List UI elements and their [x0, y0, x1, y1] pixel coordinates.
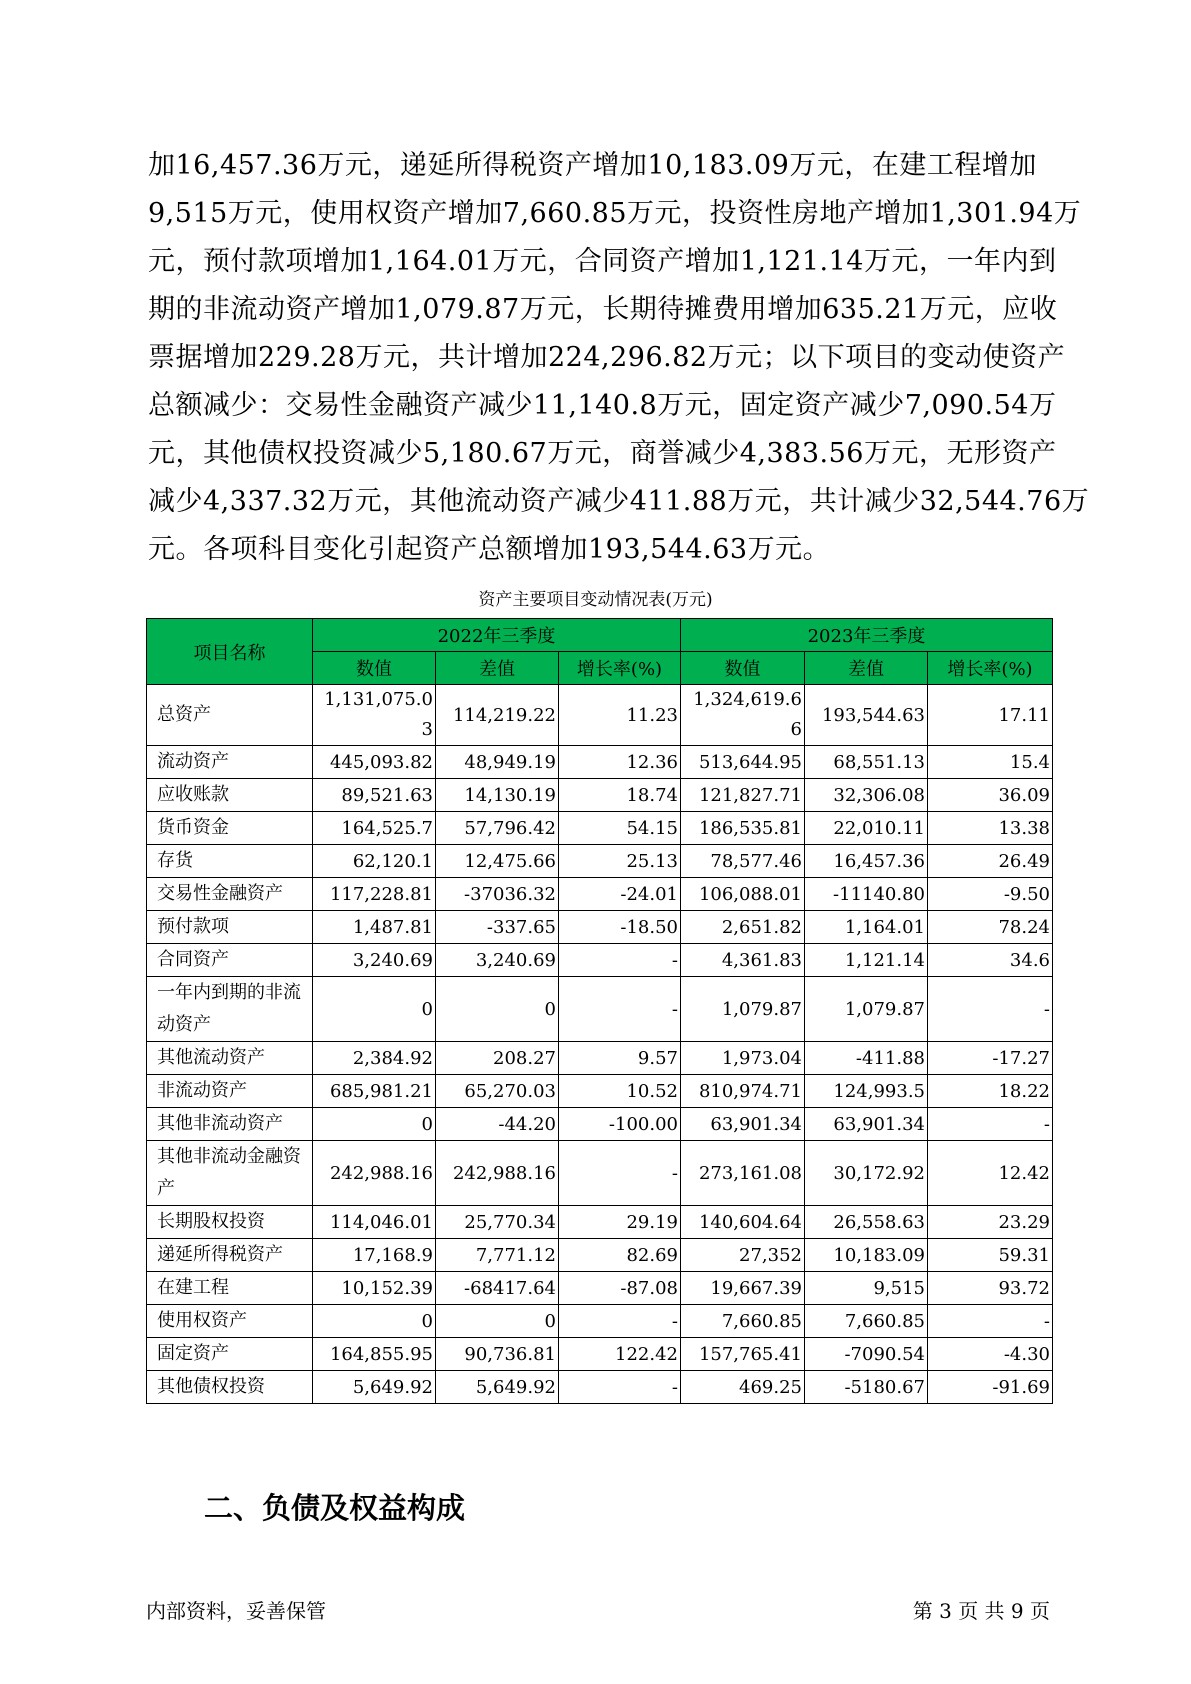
- cell-growth-2023: 78.24: [928, 911, 1053, 944]
- cell-growth-2023: 17.11: [928, 685, 1053, 746]
- cell-value-2023: 273,161.08: [681, 1141, 805, 1206]
- cell-value-2023: 7,660.85: [681, 1305, 805, 1338]
- cell-diff-2023: 16,457.36: [805, 845, 928, 878]
- cell-growth-2022: 18.74: [559, 779, 681, 812]
- cell-diff-2022: -37036.32: [436, 878, 559, 911]
- section-heading: 二、负债及权益构成: [204, 1491, 466, 1525]
- paragraph-line: 加16,457.36万元，递延所得税资产增加10,183.09万元，在建工程增加: [148, 150, 1037, 181]
- table-row: [147, 1108, 1053, 1141]
- cell-value-2023: 513,644.95: [681, 746, 805, 779]
- cell-growth-2023: 12.42: [928, 1141, 1053, 1206]
- cell-diff-2022: 114,219.22: [436, 685, 559, 746]
- row-name: 预付款项: [147, 911, 313, 944]
- row-name: 固定资产: [147, 1338, 313, 1371]
- asset-change-table: [146, 618, 1053, 1404]
- cell-value-2022: 0: [313, 1108, 436, 1141]
- table-row: [147, 944, 1053, 977]
- table-row: [147, 1305, 1053, 1338]
- cell-value-2023: 2,651.82: [681, 911, 805, 944]
- cell-growth-2023: 34.6: [928, 944, 1053, 977]
- cell-diff-2022: 242,988.16: [436, 1141, 559, 1206]
- table-row: [147, 1239, 1053, 1272]
- cell-growth-2022: -: [559, 1305, 681, 1338]
- cell-value-2023: 469.25: [681, 1371, 805, 1404]
- cell-diff-2023: 1,079.87: [805, 977, 928, 1042]
- row-name: 使用权资产: [147, 1305, 313, 1338]
- cell-diff-2023: 124,993.5: [805, 1075, 928, 1108]
- table-caption: 资产主要项目变动情况表(万元): [478, 590, 713, 610]
- table-row: [147, 878, 1053, 911]
- cell-diff-2023: 7,660.85: [805, 1305, 928, 1338]
- header-item-name: 项目名称: [147, 619, 313, 685]
- header-growth-2023: 增长率(%): [928, 652, 1053, 685]
- cell-growth-2022: 25.13: [559, 845, 681, 878]
- cell-value-2023: 106,088.01: [681, 878, 805, 911]
- row-name: 货币资金: [147, 812, 313, 845]
- cell-value-2022: 62,120.1: [313, 845, 436, 878]
- row-name: 一年内到期的非流动资产: [147, 977, 313, 1042]
- body-paragraph: [148, 142, 1090, 574]
- cell-diff-2023: 1,121.14: [805, 944, 928, 977]
- cell-growth-2022: 12.36: [559, 746, 681, 779]
- cell-value-2023: 78,577.46: [681, 845, 805, 878]
- header-growth-2022: 增长率(%): [559, 652, 681, 685]
- cell-value-2023: 140,604.64: [681, 1206, 805, 1239]
- cell-value-2023: 27,352: [681, 1239, 805, 1272]
- cell-value-2022: 3,240.69: [313, 944, 436, 977]
- cell-diff-2023: 30,172.92: [805, 1141, 928, 1206]
- cell-diff-2023: 68,551.13: [805, 746, 928, 779]
- cell-diff-2023: 1,164.01: [805, 911, 928, 944]
- cell-growth-2022: 11.23: [559, 685, 681, 746]
- cell-diff-2022: 65,270.03: [436, 1075, 559, 1108]
- cell-growth-2023: 59.31: [928, 1239, 1053, 1272]
- row-name: 流动资产: [147, 746, 313, 779]
- paragraph-line: 票据增加229.28万元，共计增加224,296.82万元；以下项目的变动使资产: [148, 342, 1066, 373]
- cell-value-2023: 19,667.39: [681, 1272, 805, 1305]
- table-row: [147, 746, 1053, 779]
- cell-growth-2022: -: [559, 977, 681, 1042]
- paragraph-line: 减少4,337.32万元，其他流动资产减少411.88万元，共计减少32,544.76万: [148, 486, 1090, 517]
- cell-growth-2022: -18.50: [559, 911, 681, 944]
- cell-growth-2022: 54.15: [559, 812, 681, 845]
- row-name: 合同资产: [147, 944, 313, 977]
- cell-value-2022: 17,168.9: [313, 1239, 436, 1272]
- row-name: 总资产: [147, 685, 313, 746]
- header-value-2023: 数值: [681, 652, 805, 685]
- table-row: [147, 1206, 1053, 1239]
- footer-page-number: 第 3 页 共 9 页: [912, 1599, 1050, 1623]
- cell-growth-2023: -: [928, 1108, 1053, 1141]
- cell-growth-2023: 23.29: [928, 1206, 1053, 1239]
- cell-diff-2022: 14,130.19: [436, 779, 559, 812]
- row-name: 其他债权投资: [147, 1371, 313, 1404]
- cell-growth-2023: 36.09: [928, 779, 1053, 812]
- row-name: 其他非流动金融资产: [147, 1141, 313, 1206]
- table-row: [147, 1371, 1053, 1404]
- cell-diff-2022: -68417.64: [436, 1272, 559, 1305]
- cell-diff-2022: 90,736.81: [436, 1338, 559, 1371]
- cell-growth-2023: 15.4: [928, 746, 1053, 779]
- row-name: 在建工程: [147, 1272, 313, 1305]
- table-row: [147, 1338, 1053, 1371]
- cell-diff-2023: 9,515: [805, 1272, 928, 1305]
- cell-value-2022: 164,855.95: [313, 1338, 436, 1371]
- cell-value-2023: 1,324,619.66: [693, 689, 802, 740]
- cell-diff-2022: 208.27: [436, 1042, 559, 1075]
- cell-value-2023: 810,974.71: [681, 1075, 805, 1108]
- cell-value-2023: 121,827.71: [681, 779, 805, 812]
- header-period-2022: 2022年三季度: [313, 619, 681, 652]
- cell-growth-2023: -: [928, 1305, 1053, 1338]
- paragraph-line: 元，预付款项增加1,164.01万元，合同资产增加1,121.14万元，一年内到: [148, 246, 1057, 277]
- cell-diff-2022: 7,771.12: [436, 1239, 559, 1272]
- cell-diff-2023: 10,183.09: [805, 1239, 928, 1272]
- cell-value-2022: 164,525.7: [313, 812, 436, 845]
- row-name: 交易性金融资产: [147, 878, 313, 911]
- cell-growth-2022: 9.57: [559, 1042, 681, 1075]
- cell-diff-2023: -5180.67: [805, 1371, 928, 1404]
- cell-growth-2023: -17.27: [928, 1042, 1053, 1075]
- cell-growth-2023: -91.69: [928, 1371, 1053, 1404]
- cell-diff-2022: 5,649.92: [436, 1371, 559, 1404]
- cell-diff-2023: -7090.54: [805, 1338, 928, 1371]
- cell-diff-2022: 57,796.42: [436, 812, 559, 845]
- cell-growth-2022: -: [559, 1371, 681, 1404]
- cell-value-2023: 157,765.41: [681, 1338, 805, 1371]
- cell-diff-2022: 0: [436, 1305, 559, 1338]
- paragraph-line: 总额减少：交易性金融资产减少11,140.8万元，固定资产减少7,090.54万: [148, 390, 1057, 421]
- cell-diff-2022: -44.20: [436, 1108, 559, 1141]
- cell-value-2022: 89,521.63: [313, 779, 436, 812]
- table-row: [147, 1042, 1053, 1075]
- cell-growth-2022: -: [559, 1141, 681, 1206]
- cell-value-2022: 1,487.81: [313, 911, 436, 944]
- cell-value-2023: 1,973.04: [681, 1042, 805, 1075]
- table-row: [147, 1075, 1053, 1108]
- cell-value-2023: 186,535.81: [681, 812, 805, 845]
- cell-diff-2022: 3,240.69: [436, 944, 559, 977]
- cell-value-2022: 1,131,075.03: [324, 689, 433, 740]
- header-diff-2023: 差值: [805, 652, 928, 685]
- cell-diff-2022: 12,475.66: [436, 845, 559, 878]
- cell-diff-2023: 26,558.63: [805, 1206, 928, 1239]
- paragraph-line: 元，其他债权投资减少5,180.67万元，商誉减少4,383.56万元，无形资产: [148, 438, 1057, 469]
- table-row: [147, 779, 1053, 812]
- cell-growth-2022: -87.08: [559, 1272, 681, 1305]
- cell-growth-2023: 26.49: [928, 845, 1053, 878]
- cell-growth-2023: -4.30: [928, 1338, 1053, 1371]
- cell-growth-2022: 29.19: [559, 1206, 681, 1239]
- cell-value-2022: 117,228.81: [313, 878, 436, 911]
- cell-growth-2023: -: [928, 977, 1053, 1042]
- cell-growth-2022: 82.69: [559, 1239, 681, 1272]
- table-row: [147, 812, 1053, 845]
- row-name: 其他非流动资产: [147, 1108, 313, 1141]
- cell-diff-2022: 48,949.19: [436, 746, 559, 779]
- row-name: 非流动资产: [147, 1075, 313, 1108]
- table-row: [147, 1272, 1053, 1305]
- cell-diff-2022: -337.65: [436, 911, 559, 944]
- header-value-2022: 数值: [313, 652, 436, 685]
- cell-diff-2022: 0: [436, 977, 559, 1042]
- row-name: 存货: [147, 845, 313, 878]
- cell-value-2022: 0: [313, 977, 436, 1042]
- cell-growth-2023: 18.22: [928, 1075, 1053, 1108]
- cell-value-2023: 1,079.87: [681, 977, 805, 1042]
- cell-value-2023: 63,901.34: [681, 1108, 805, 1141]
- cell-value-2022: 5,649.92: [313, 1371, 436, 1404]
- cell-diff-2023: -411.88: [805, 1042, 928, 1075]
- header-period-2023: 2023年三季度: [681, 619, 1053, 652]
- cell-value-2023: 4,361.83: [681, 944, 805, 977]
- cell-diff-2022: 25,770.34: [436, 1206, 559, 1239]
- cell-diff-2023: 22,010.11: [805, 812, 928, 845]
- table-row: [147, 685, 1053, 746]
- cell-value-2022: 2,384.92: [313, 1042, 436, 1075]
- cell-growth-2023: 93.72: [928, 1272, 1053, 1305]
- footer-confidential-note: 内部资料，妥善保管: [146, 1599, 326, 1623]
- cell-growth-2022: 10.52: [559, 1075, 681, 1108]
- cell-diff-2023: -11140.80: [805, 878, 928, 911]
- table-row: [147, 977, 1053, 1042]
- table-row: [147, 1141, 1053, 1206]
- paragraph-line: 9,515万元，使用权资产增加7,660.85万元，投资性房地产增加1,301.94万: [148, 198, 1082, 229]
- cell-growth-2022: -24.01: [559, 878, 681, 911]
- cell-growth-2022: -100.00: [559, 1108, 681, 1141]
- paragraph-line: 期的非流动资产增加1,079.87万元，长期待摊费用增加635.21万元，应收: [148, 294, 1058, 325]
- table-row: [147, 911, 1053, 944]
- cell-diff-2023: 32,306.08: [805, 779, 928, 812]
- cell-value-2022: 114,046.01: [313, 1206, 436, 1239]
- cell-value-2022: 685,981.21: [313, 1075, 436, 1108]
- cell-value-2022: 445,093.82: [313, 746, 436, 779]
- header-diff-2022: 差值: [436, 652, 559, 685]
- cell-diff-2023: 63,901.34: [805, 1108, 928, 1141]
- cell-diff-2023: 193,544.63: [805, 685, 928, 746]
- cell-value-2022: 242,988.16: [313, 1141, 436, 1206]
- cell-value-2022: 10,152.39: [313, 1272, 436, 1305]
- row-name: 其他流动资产: [147, 1042, 313, 1075]
- cell-growth-2022: -: [559, 944, 681, 977]
- cell-growth-2023: 13.38: [928, 812, 1053, 845]
- row-name: 递延所得税资产: [147, 1239, 313, 1272]
- cell-value-2022: 0: [313, 1305, 436, 1338]
- cell-growth-2022: 122.42: [559, 1338, 681, 1371]
- row-name: 应收账款: [147, 779, 313, 812]
- cell-growth-2023: -9.50: [928, 878, 1053, 911]
- paragraph-line: 元。各项科目变化引起资产总额增加193,544.63万元。: [148, 534, 831, 565]
- row-name: 长期股权投资: [147, 1206, 313, 1239]
- table-row: [147, 845, 1053, 878]
